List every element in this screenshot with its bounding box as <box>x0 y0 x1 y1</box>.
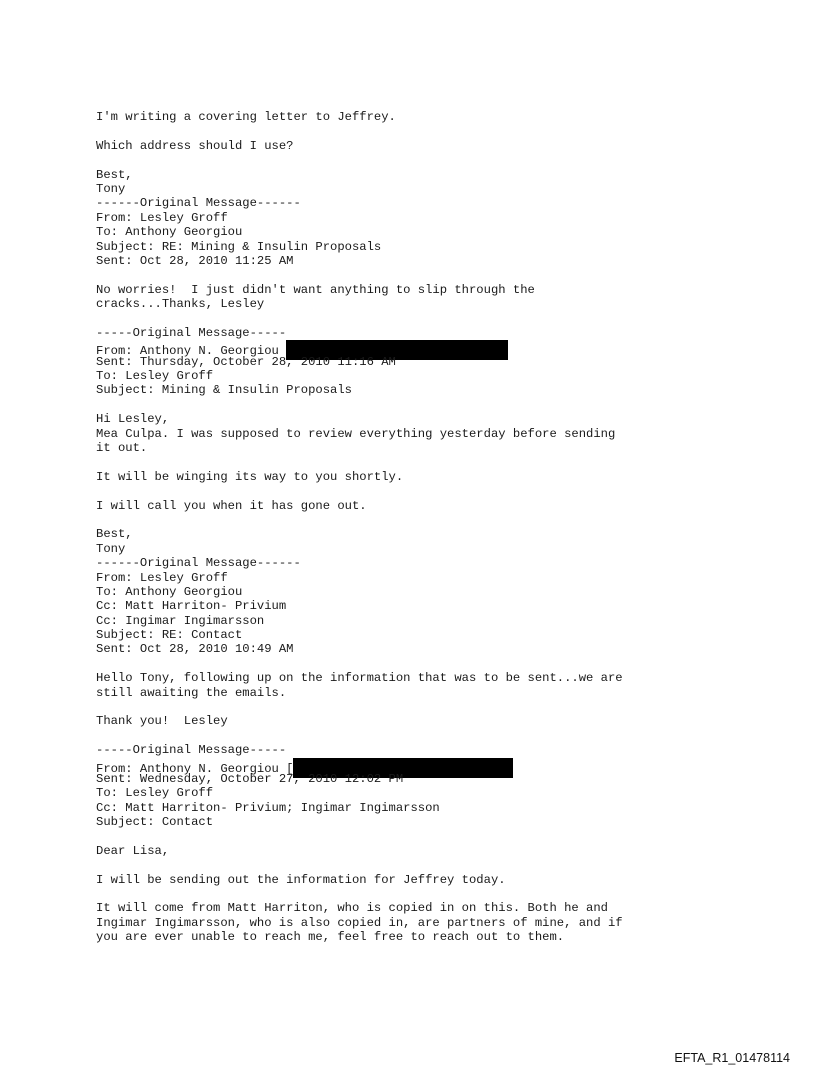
header-sent: Sent: Oct 28, 2010 10:49 AM <box>96 642 294 657</box>
document-id: EFTA_R1_01478114 <box>674 1051 790 1065</box>
body-line: Thank you! Lesley <box>96 714 228 729</box>
header-sent: Sent: Wednesday, October 27, 2010 12:02 PM <box>96 771 404 786</box>
header-sent: Sent: Oct 28, 2010 11:25 AM <box>96 253 294 268</box>
signoff: Best, <box>96 527 133 542</box>
header-to: To: Lesley Groff <box>96 786 214 801</box>
header-subject: Subject: RE: Contact <box>96 628 243 643</box>
header-from-text: From: Anthony N. Georgiou <box>96 344 287 359</box>
header-sent: Sent: Thursday, October 28, 2010 11:16 AM <box>96 354 396 369</box>
header-subject: Subject: Contact <box>96 815 214 830</box>
header-from: From: Lesley Groff <box>96 570 228 585</box>
message-divider: ------Original Message------ <box>96 556 301 571</box>
header-cc: Cc: Matt Harriton- Privium; Ingimar Ingimarsson <box>96 800 440 815</box>
header-cc: Cc: Ingimar Ingimarsson <box>96 613 265 628</box>
sender-name: Tony <box>96 181 126 196</box>
header-to: To: Anthony Georgiou <box>96 225 243 240</box>
body-line: No worries! I just didn't want anything to slip through the <box>96 282 535 297</box>
body-line: it out. <box>96 440 148 455</box>
body-line: Ingimar Ingimarsson, who is also copied in, are partners of mine, and if <box>96 915 623 930</box>
body-line: It will come from Matt Harriton, who is copied in on this. Both he and <box>96 901 608 916</box>
signoff: Best, <box>96 167 133 182</box>
body-line: I will be sending out the information for Jeffrey today. <box>96 872 506 887</box>
body-line: Hello Tony, following up on the information that was to be sent...we are <box>96 671 623 686</box>
email-document <box>96 110 776 945</box>
header-subject: Subject: RE: Mining & Insulin Proposals <box>96 239 382 254</box>
header-cc: Cc: Matt Harriton- Privium <box>96 599 287 614</box>
sender-name: Tony <box>96 541 126 556</box>
header-from <box>96 340 776 359</box>
body-line: I will call you when it has gone out. <box>96 498 367 513</box>
message-divider: -----Original Message----- <box>96 325 287 340</box>
header-from: From: Lesley Groff <box>96 210 228 225</box>
header-from <box>96 758 776 776</box>
header-subject: Subject: Mining & Insulin Proposals <box>96 383 352 398</box>
greeting: Hi Lesley, <box>96 412 170 427</box>
intro-line: I'm writing a covering letter to Jeffrey. <box>96 110 396 124</box>
header-to: To: Anthony Georgiou <box>96 584 243 599</box>
body-line: Mea Culpa. I was supposed to review everything yesterday before sending <box>96 426 616 441</box>
greeting: Dear Lisa, <box>96 843 170 858</box>
intro-question: Which address should I use? <box>96 138 294 153</box>
message-divider: ------Original Message------ <box>96 196 301 211</box>
body-line: still awaiting the emails. <box>96 685 287 700</box>
body-line: It will be winging its way to you shortly. <box>96 469 404 484</box>
body-line: cracks...Thanks, Lesley <box>96 297 265 312</box>
body-line: you are ever unable to reach me, feel free to reach out to them. <box>96 930 565 945</box>
message-divider: -----Original Message----- <box>96 743 287 758</box>
header-from-text: From: Anthony N. Georgiou [ <box>96 761 294 776</box>
header-to: To: Lesley Groff <box>96 369 214 384</box>
